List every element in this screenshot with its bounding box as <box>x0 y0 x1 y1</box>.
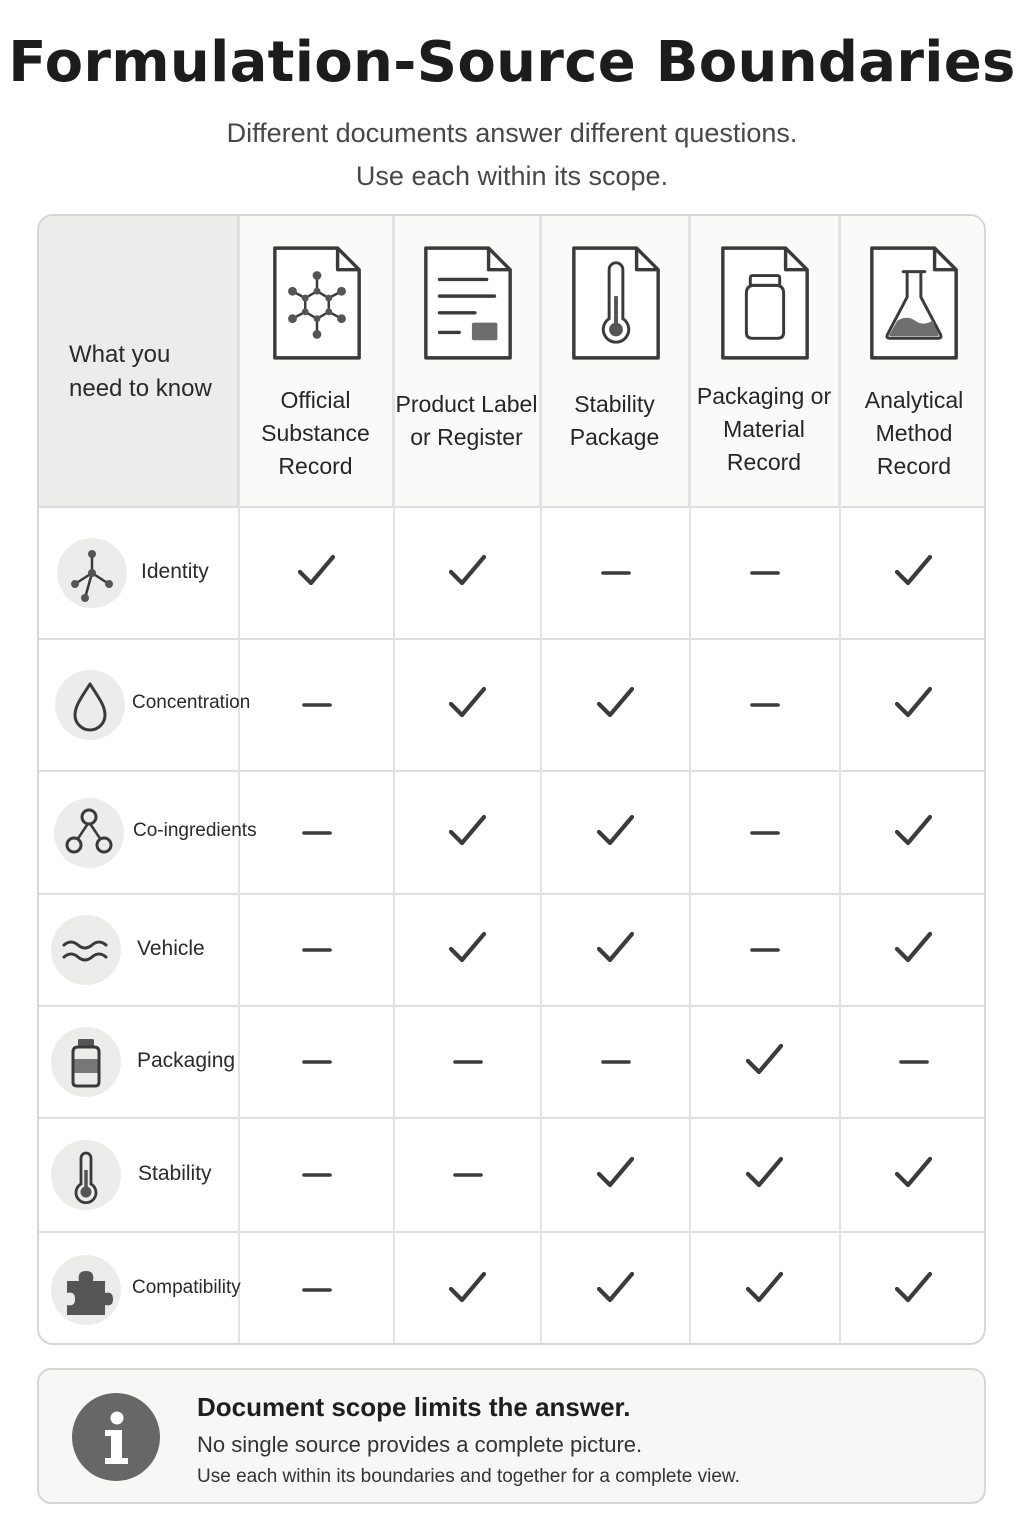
info-icon <box>71 1392 161 1482</box>
check-mark-icon <box>446 1266 490 1310</box>
dash-icon <box>594 549 638 593</box>
check-mark-icon <box>892 1266 936 1310</box>
thermometer-document-icon <box>566 240 666 366</box>
waves-icon <box>51 915 121 985</box>
check-mark-icon <box>446 681 490 725</box>
dash-icon <box>295 1151 339 1195</box>
column-divider <box>238 216 240 1345</box>
column-header-5 <box>840 216 986 507</box>
check-mark-icon <box>446 809 490 853</box>
label-document-icon <box>418 240 518 366</box>
row-divider <box>39 893 984 895</box>
check-mark-icon <box>594 1266 638 1310</box>
row-label: Concentration <box>132 692 251 713</box>
bottle-icon <box>51 1027 121 1097</box>
check-mark-icon <box>892 809 936 853</box>
page-title: Formulation-Source Boundaries <box>8 30 1016 95</box>
column-divider <box>839 216 841 1345</box>
check-mark-icon <box>892 549 936 593</box>
molecule-document-icon <box>267 240 367 366</box>
check-mark-icon <box>446 549 490 593</box>
column-header-3 <box>541 216 690 507</box>
check-mark-icon <box>743 1151 787 1195</box>
column-label: Stability Package <box>569 391 660 450</box>
check-mark-icon <box>892 681 936 725</box>
dash-icon <box>743 926 787 970</box>
scope-note <box>37 1368 986 1504</box>
row-divider <box>39 770 984 772</box>
source-matrix <box>37 214 986 1345</box>
row-label: Packaging <box>137 1049 236 1072</box>
row-icon-badge <box>51 915 121 985</box>
check-mark-icon <box>594 1151 638 1195</box>
flask-document-icon <box>864 240 964 366</box>
row-icon-badge <box>51 1140 121 1210</box>
row-icon-badge <box>51 1027 121 1097</box>
row-label: Co-ingredients <box>133 819 257 841</box>
column-label: Product Label or Register <box>395 391 538 450</box>
dash-icon <box>892 1038 936 1082</box>
puzzle-icon <box>51 1255 121 1325</box>
check-mark-icon <box>446 926 490 970</box>
corner-header <box>39 216 239 507</box>
row-divider <box>39 1231 984 1233</box>
subtitle-line-1: Different documents answer different questions. <box>226 118 798 148</box>
column-label: Analytical Method Record <box>864 387 964 479</box>
row-divider <box>39 1005 984 1007</box>
row-label: Identity <box>141 560 209 583</box>
check-mark-icon <box>594 926 638 970</box>
row-icon-badge <box>55 670 125 740</box>
column-header-2 <box>394 216 541 507</box>
column-label: Packaging or Material Record <box>696 383 832 475</box>
dash-icon <box>295 1038 339 1082</box>
row-divider <box>39 1117 984 1119</box>
bottle-document-icon <box>715 240 815 366</box>
note-line-2: Use each within its boundaries and together for a complete view. <box>197 1466 740 1487</box>
dash-icon <box>295 681 339 725</box>
dash-icon <box>295 1266 339 1310</box>
check-mark-icon <box>295 549 339 593</box>
row-label: Stability <box>138 1162 212 1185</box>
row-icon-badge <box>57 538 127 608</box>
row-label: Compatibility <box>132 1276 241 1298</box>
row-divider <box>39 506 984 508</box>
column-divider <box>540 216 542 1345</box>
row-icon-badge <box>54 798 124 868</box>
column-divider <box>689 216 691 1345</box>
dash-icon <box>446 1038 490 1082</box>
nodes-icon <box>54 798 124 868</box>
row-label: Vehicle <box>137 937 205 960</box>
column-divider <box>393 216 395 1345</box>
column-header-1 <box>239 216 394 507</box>
molecule-icon <box>57 538 127 608</box>
column-label: Official Substance Record <box>261 387 370 479</box>
check-mark-icon <box>892 926 936 970</box>
check-mark-icon <box>743 1038 787 1082</box>
droplet-icon <box>55 670 125 740</box>
dash-icon <box>295 809 339 853</box>
dash-icon <box>295 926 339 970</box>
dash-icon <box>743 681 787 725</box>
row-divider <box>39 638 984 640</box>
check-mark-icon <box>892 1151 936 1195</box>
column-header-4 <box>690 216 840 507</box>
check-mark-icon <box>594 809 638 853</box>
corner-label: What you need to know <box>69 341 212 402</box>
check-mark-icon <box>743 1266 787 1310</box>
note-line-1: No single source provides a complete picture. <box>197 1432 643 1457</box>
dash-icon <box>743 549 787 593</box>
dash-icon <box>594 1038 638 1082</box>
row-icon-badge <box>51 1255 121 1325</box>
check-mark-icon <box>594 681 638 725</box>
subtitle-line-2: Use each within its scope. <box>355 161 669 191</box>
note-title: Document scope limits the answer. <box>197 1392 631 1422</box>
thermometer-icon <box>51 1140 121 1210</box>
dash-icon <box>446 1151 490 1195</box>
dash-icon <box>743 809 787 853</box>
